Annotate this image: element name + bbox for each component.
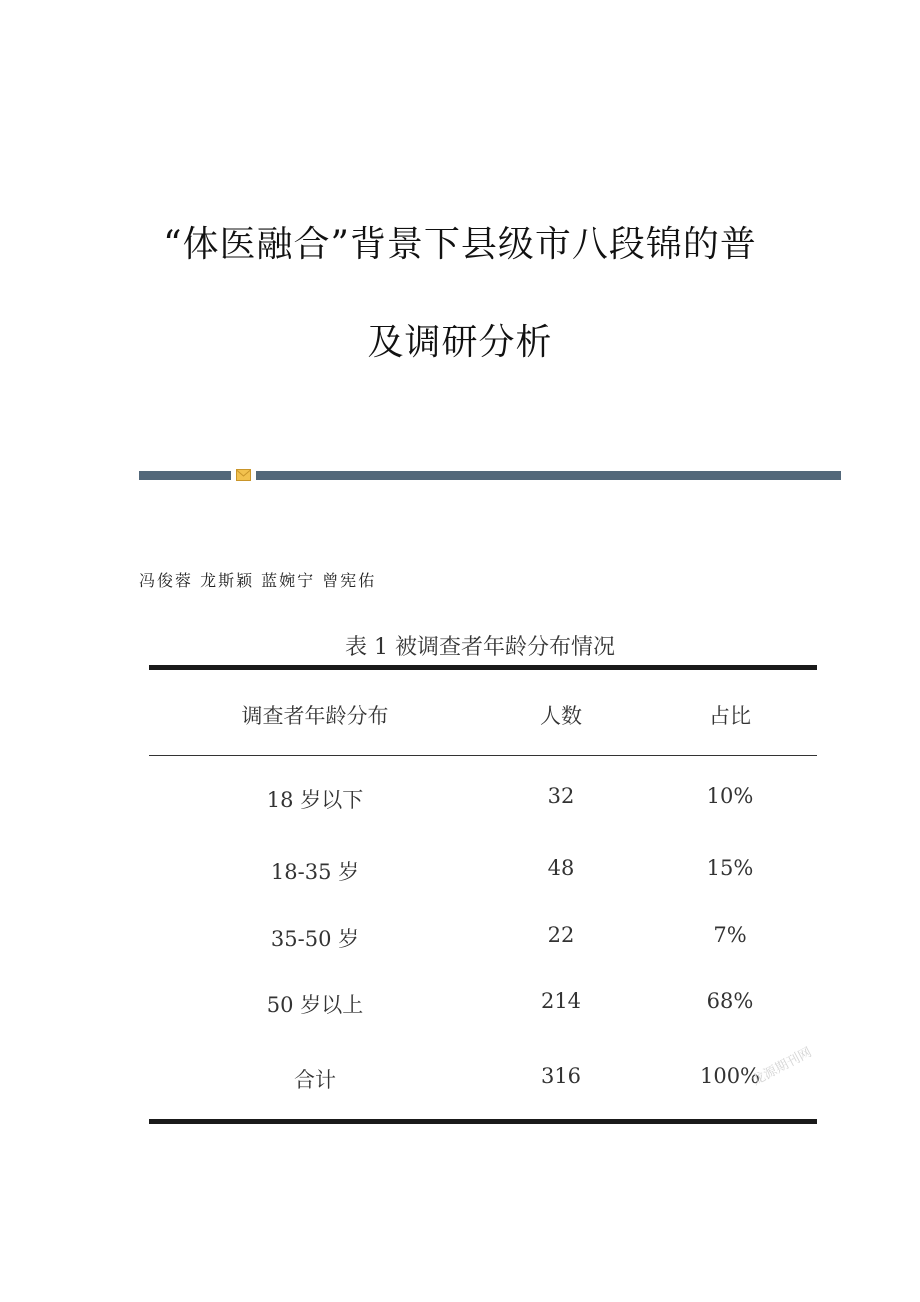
envelope-icon xyxy=(236,468,251,482)
table-cell-count: 316 xyxy=(540,1064,582,1088)
table-caption: 表 1 被调查者年龄分布情况 xyxy=(345,635,615,660)
table-cell-age: 35-50 岁 xyxy=(270,927,360,951)
table-header-age: 调查者年龄分布 xyxy=(241,704,389,728)
section-divider xyxy=(139,471,841,480)
table-cell-age: 18-35 岁 xyxy=(270,860,360,884)
author-list: 冯俊蓉 龙斯颖 蓝婉宁 曾宪佑 xyxy=(139,571,377,590)
page-title-line-1: “体医融合”背景下县级市八段锦的普 xyxy=(163,224,757,265)
table-cell-ratio: 10% xyxy=(706,784,754,808)
table-cell-ratio: 68% xyxy=(706,989,754,1013)
table-cell-count: 22 xyxy=(547,923,575,947)
table-cell-ratio: 7% xyxy=(713,923,747,947)
watermark: 龙源期刊网 xyxy=(749,1045,815,1089)
table-header-ratio: 占比 xyxy=(709,704,751,728)
table-top-rule xyxy=(149,665,817,670)
table-header-rule xyxy=(149,755,817,756)
divider-bar-left xyxy=(139,471,231,480)
table-cell-age: 50 岁以上 xyxy=(266,993,364,1017)
table-header-count: 人数 xyxy=(540,704,582,728)
table-cell-count: 32 xyxy=(547,784,575,808)
table-cell-age: 18 岁以下 xyxy=(266,788,364,812)
table-cell-count: 48 xyxy=(547,856,575,880)
table-cell-ratio: 100% xyxy=(699,1064,761,1088)
table-cell-ratio: 15% xyxy=(706,856,754,880)
table-bottom-rule xyxy=(149,1119,817,1124)
table-cell-age: 合计 xyxy=(294,1068,336,1092)
table-cell-count: 214 xyxy=(540,989,582,1013)
divider-bar-right xyxy=(256,471,841,480)
page-title-line-2: 及调研分析 xyxy=(367,322,553,363)
